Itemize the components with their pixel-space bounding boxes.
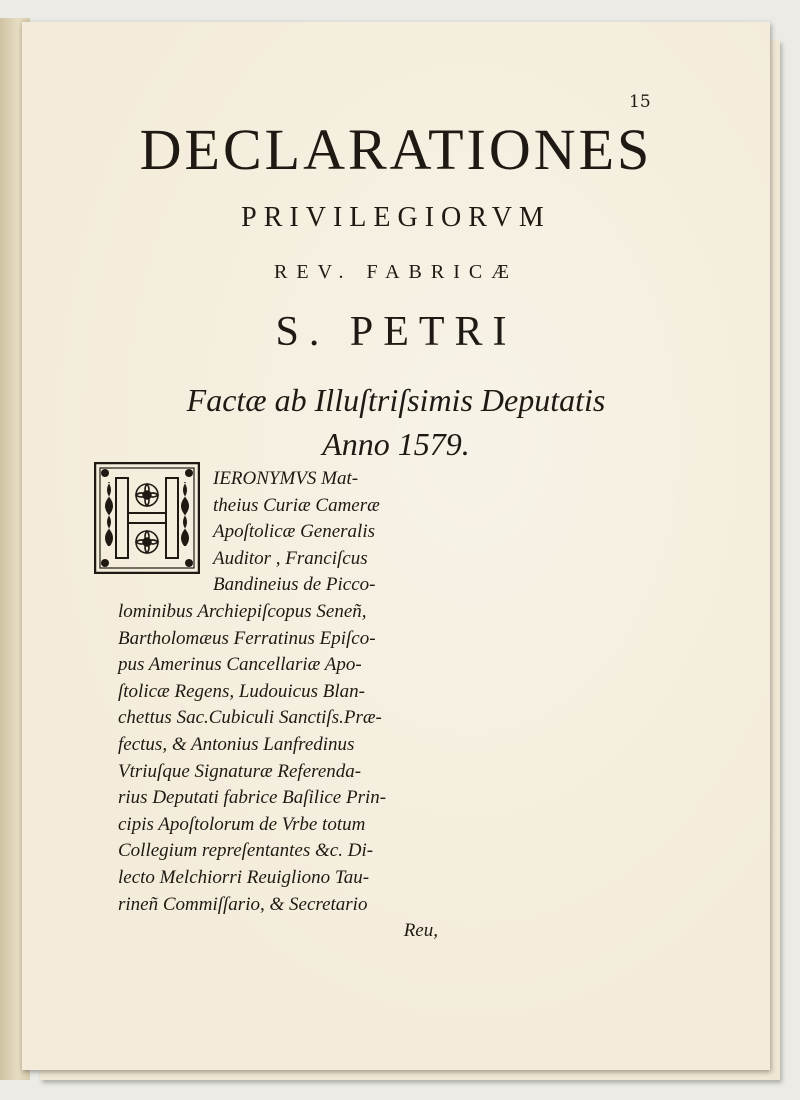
body-line: rius Deputati fabrice Baſilice Prin-	[118, 787, 387, 809]
body-line: lominibus Archiepiſcopus Seneñ,	[118, 600, 367, 622]
subtitle-privileges: PRIVILEGIORVM	[241, 202, 551, 233]
catchword: Reu,	[403, 920, 438, 942]
subtitle-saint-peter: S. PETRI	[275, 309, 517, 355]
body-line: ſtolicæ Regens, Ludouicus Blan-	[118, 680, 365, 702]
body-line: IERONYMVS Mat-	[213, 468, 359, 489]
body-line: fectus, & Antonius Lanfredinus	[118, 733, 355, 755]
body-line: pus Amerinus Cancellariæ Apo-	[118, 654, 362, 676]
body-line: Apoſtolicæ Generalis	[213, 521, 376, 543]
year-line: Anno 1579.	[322, 426, 470, 462]
body-line: Bandineius de Picco-	[213, 574, 376, 596]
made-by-line: Factæ ab Illuſtriſsimis Deputatis	[186, 382, 606, 418]
body-line: lecto Melchiorri Reuigliono Tau-	[118, 866, 370, 888]
body-line: Auditor , Franciſcus	[213, 547, 368, 569]
body-paragraph	[118, 466, 458, 945]
body-line: rineñ Commiſſario, & Secretario	[118, 893, 368, 915]
book-page	[22, 22, 770, 1070]
body-line: cipis Apoſtolorum de Vrbe totum	[118, 813, 366, 835]
body-line: theius Curiæ Cameræ	[213, 494, 380, 516]
body-line: Vtriuſque Signaturæ Referenda-	[118, 760, 362, 782]
body-line: chettus Sac.Cubiculi Sanctiſs.Præ-	[118, 707, 382, 729]
page-number: 15	[629, 92, 651, 112]
body-line: Bartholomæus Ferratinus Epiſco-	[118, 627, 376, 649]
body-line: Collegium repreſentantes &c. Di-	[118, 840, 374, 862]
subtitle-fabric: REV. FABRICÆ	[274, 261, 518, 283]
page-title: DECLARATIONES	[139, 117, 653, 182]
